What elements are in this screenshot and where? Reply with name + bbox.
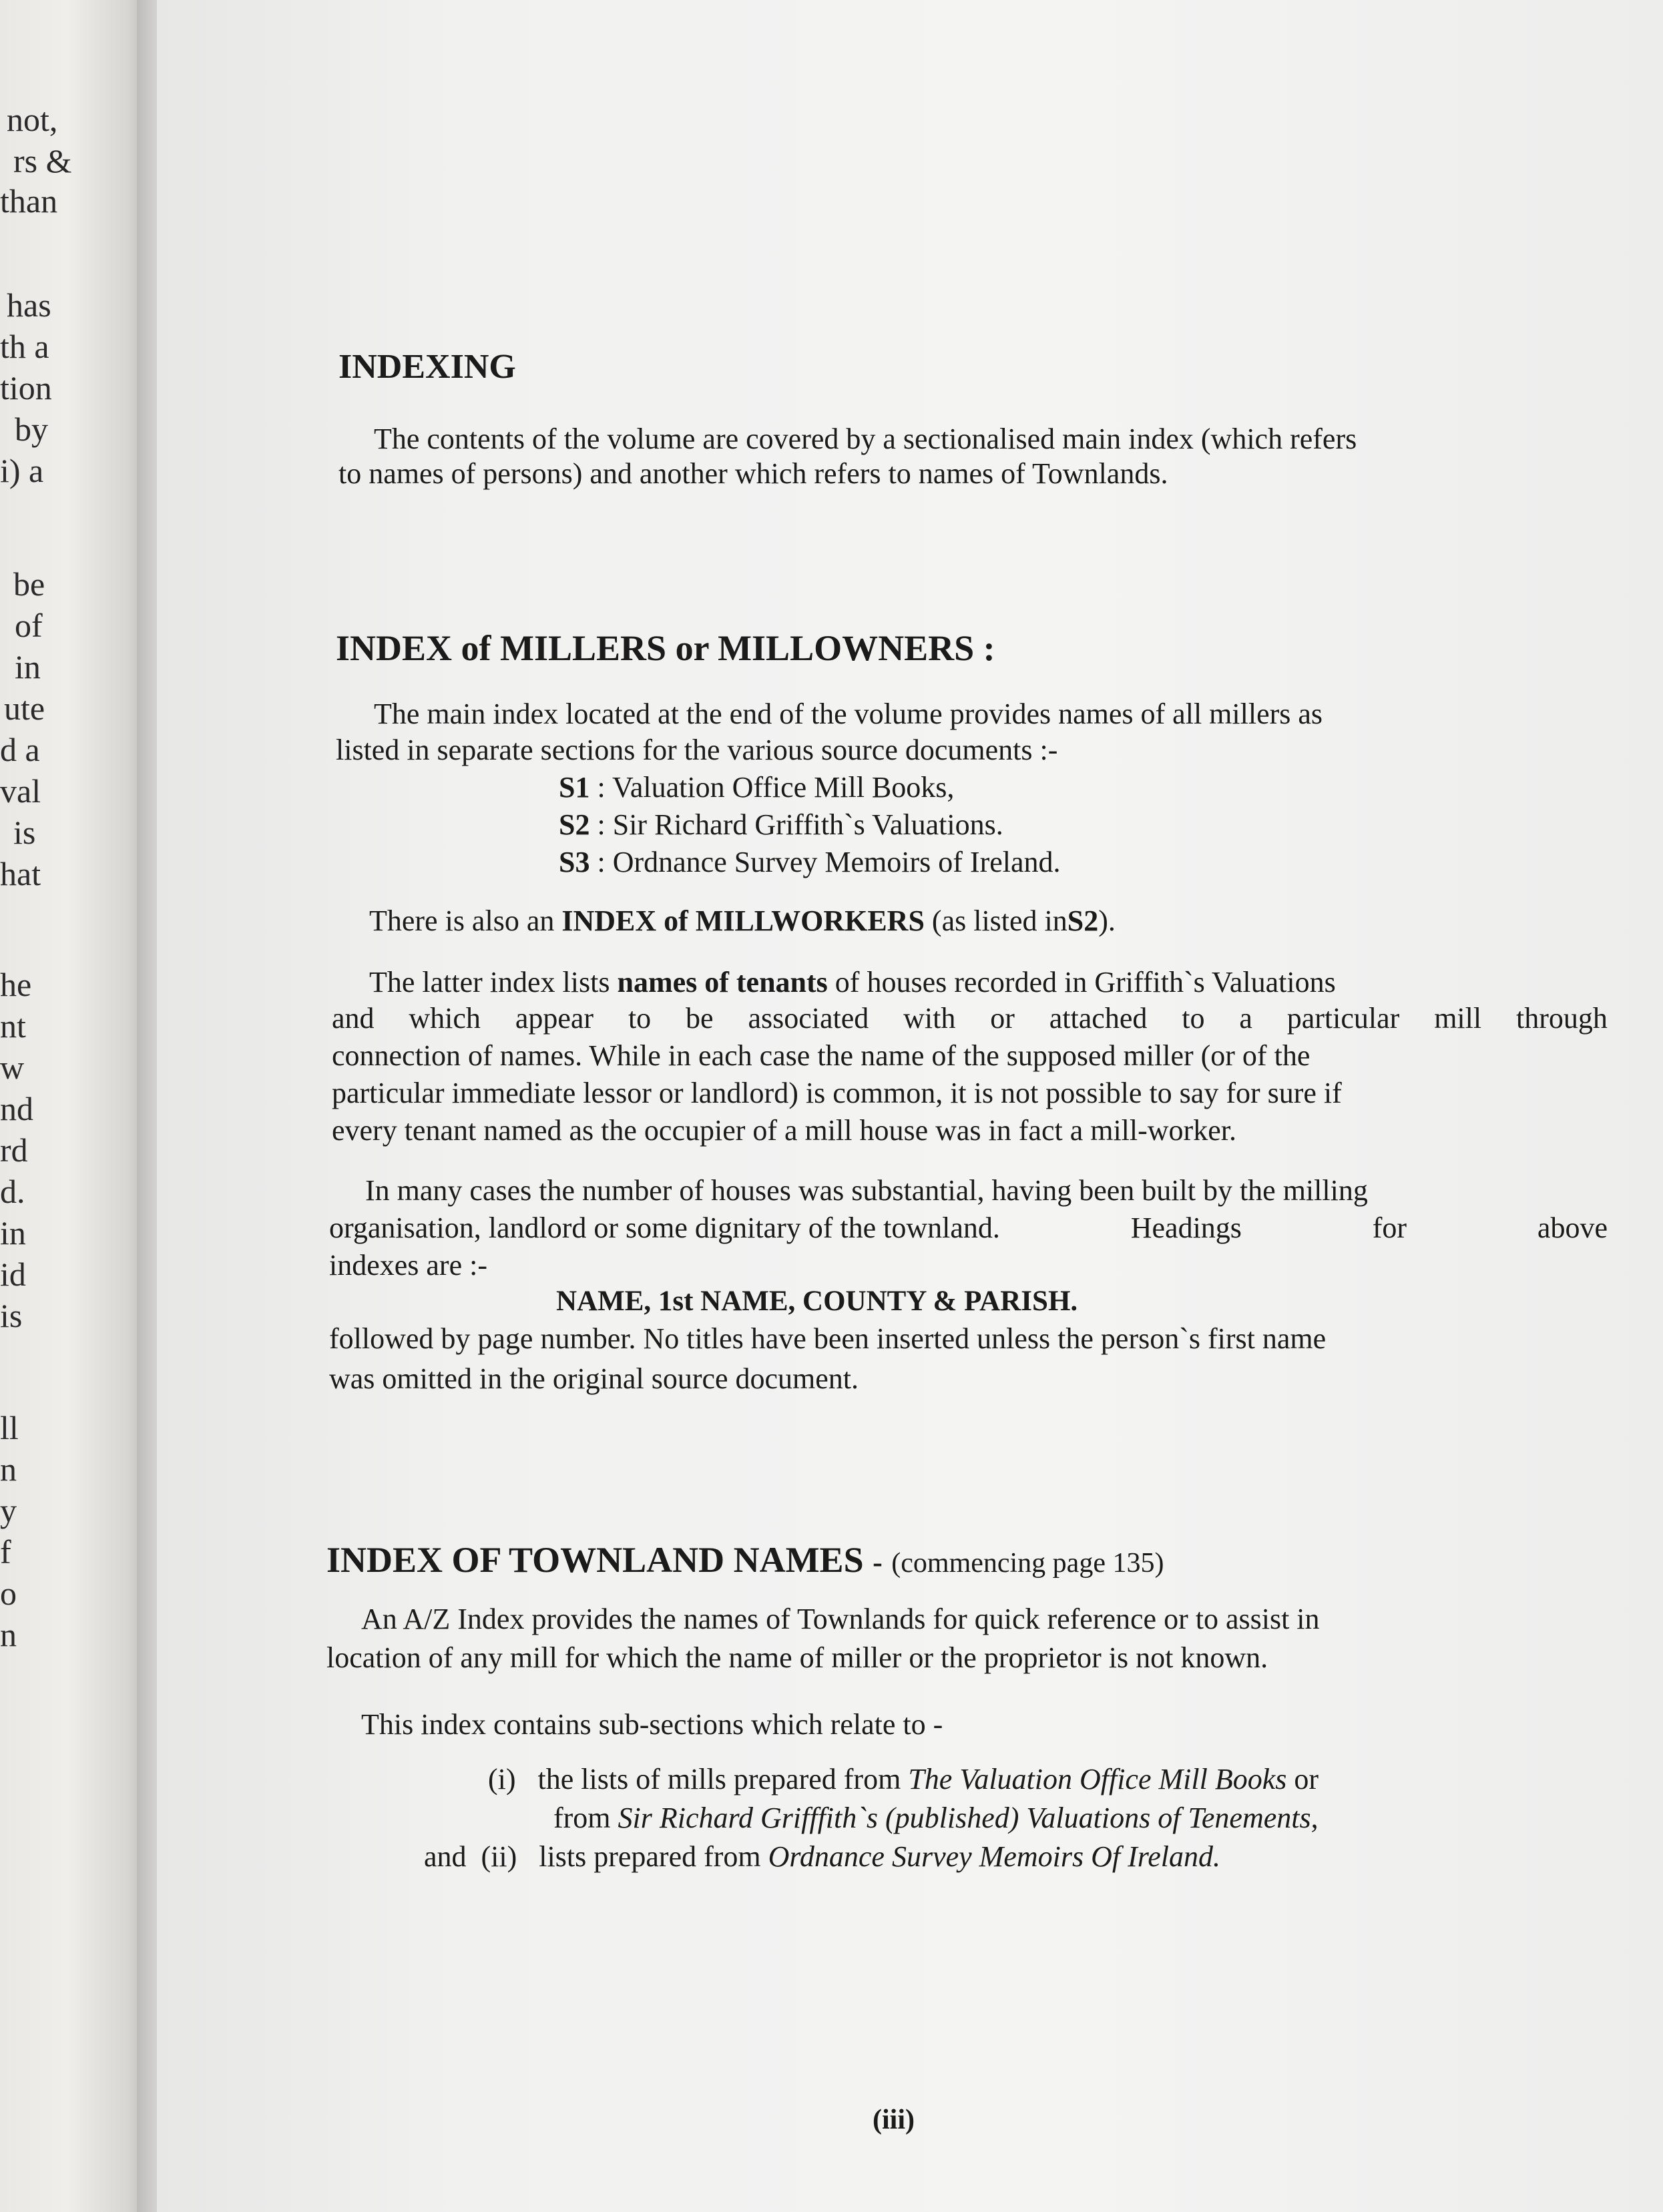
left-fragment: w	[0, 1049, 25, 1086]
left-fragment: n	[0, 1450, 17, 1488]
source-item	[559, 806, 1003, 844]
houses-text-c: for	[1372, 1211, 1407, 1244]
houses-text-b: Headings	[1130, 1211, 1242, 1244]
item-italic-source: Sir Richard Grifffith`s (published) Valuations of Tenements	[618, 1802, 1311, 1834]
millworkers-end: ).	[1098, 904, 1116, 937]
left-fragment: tion	[0, 369, 52, 406]
left-fragment: nt	[0, 1007, 26, 1045]
townland-heading-note: (commencing page 135)	[891, 1548, 1164, 1579]
word: be	[686, 1002, 714, 1035]
page-number: (iii)	[873, 2105, 915, 2135]
left-fragment: ute	[4, 689, 45, 727]
left-fragment: th a	[0, 328, 49, 365]
townland-subsections-intro: This index contains sub-sections which relate to -	[361, 1708, 943, 1741]
left-fragment: than	[0, 182, 58, 220]
millworkers-post: (as listed in	[931, 904, 1067, 937]
index-headings: NAME, 1st NAME, COUNTY & PARISH.	[556, 1286, 1078, 1317]
townland-heading: INDEX OF TOWNLAND NAMES	[326, 1540, 864, 1580]
word: particular	[1286, 1002, 1400, 1035]
word: appear	[515, 1002, 594, 1035]
source-text: Ordnance Survey Memoirs of Ireland.	[612, 846, 1061, 878]
word: associated	[748, 1002, 869, 1035]
millers-heading: INDEX of MILLERS or MILLOWNERS :	[336, 628, 995, 668]
word: or	[990, 1002, 1015, 1035]
tenants-text-line: every tenant named as the occupier of a mill house was in fact a mill-worker.	[332, 1114, 1236, 1147]
tenants-pre: The latter index lists	[369, 966, 610, 999]
townland-list-item-2	[424, 1838, 1220, 1876]
indexing-heading: INDEXING	[338, 348, 516, 386]
townland-text-line: An A/Z Index provides the names of Townlands for quick reference or to assist in	[361, 1603, 1320, 1635]
tenants-line	[369, 964, 1336, 1001]
houses-text-a: organisation, landlord or some dignitary of the townland.	[329, 1211, 1000, 1244]
townland-list-item-1	[488, 1761, 1319, 1798]
left-fragment: has	[7, 286, 51, 324]
left-fragment: nd	[0, 1090, 33, 1127]
left-fragment: d.	[0, 1173, 25, 1210]
item-and: and	[424, 1840, 467, 1873]
houses-text-line: indexes are :-	[329, 1249, 487, 1282]
tenants-bold: names of tenants	[617, 966, 828, 999]
left-fragment: hat	[0, 855, 41, 892]
word: a	[1239, 1002, 1252, 1035]
left-fragment: id	[0, 1256, 26, 1293]
word: to	[1182, 1002, 1205, 1035]
millworkers-line	[369, 902, 1116, 940]
millers-text-line: listed in separate sections for the various source documents :-	[336, 734, 1058, 766]
millers-text-line: The main index located at the end of the volume provides names of all millers as	[374, 698, 1323, 730]
item-text: or	[1294, 1763, 1319, 1795]
left-fragment: f	[0, 1533, 11, 1571]
townland-list-item-1-cont	[553, 1800, 1319, 1837]
indexing-text-line: The contents of the volume are covered by a sectionalised main index (which refers	[374, 423, 1357, 455]
source-item	[559, 844, 1061, 881]
word: through	[1515, 1002, 1608, 1035]
followed-text-line: was omitted in the original source document.	[329, 1362, 859, 1395]
townland-dash: -	[873, 1546, 883, 1579]
item-text: ,	[1311, 1802, 1319, 1834]
word: which	[409, 1002, 481, 1035]
tenants-text-line: connection of names. While in each case the name of the supposed miller (or of the	[332, 1039, 1311, 1072]
source-code: S1	[559, 771, 590, 804]
tenants-post: of houses recorded in Griffith`s Valuations	[835, 966, 1336, 999]
left-fragment: in	[15, 648, 41, 685]
left-fragment: i) a	[0, 452, 44, 489]
main-page	[157, 0, 1663, 2212]
left-fragment: o	[0, 1575, 17, 1612]
left-fragment: rd	[0, 1131, 28, 1169]
townland-text-line: location of any mill for which the name of miller or the proprietor is not known.	[326, 1641, 1268, 1674]
word: mill	[1434, 1002, 1482, 1035]
left-fragment: is	[13, 814, 36, 851]
item-italic-source: Ordnance Survey Memoirs Of Ireland.	[768, 1840, 1220, 1873]
item-text: lists prepared from	[539, 1840, 761, 1873]
item-italic-source: The Valuation Office Mill Books	[908, 1763, 1287, 1795]
left-facing-page	[0, 0, 150, 2212]
millworkers-index-title: INDEX of MILLWORKERS	[561, 904, 925, 937]
left-fragment: ll	[0, 1409, 19, 1446]
source-sep: :	[597, 808, 606, 841]
millworkers-ref: S2	[1067, 904, 1099, 937]
houses-text-d: above	[1537, 1211, 1608, 1244]
source-sep: :	[597, 846, 606, 878]
tenants-text-line: particular immediate lessor or landlord) is common, it is not possible to say for sure if	[332, 1077, 1342, 1109]
source-code: S3	[559, 846, 590, 878]
list-label: (i)	[488, 1763, 516, 1795]
item-text: from	[553, 1802, 611, 1834]
left-fragment: he	[0, 966, 32, 1003]
source-code: S2	[559, 808, 590, 841]
houses-justified-line	[329, 1209, 1608, 1247]
left-fragment: in	[0, 1214, 26, 1252]
left-fragment: of	[15, 607, 43, 644]
word: with	[903, 1002, 956, 1035]
millworkers-pre: There is also an	[369, 904, 555, 937]
tenants-justified-line	[332, 1000, 1608, 1037]
left-fragment: rs &	[13, 142, 72, 180]
houses-text-line: In many cases the number of houses was substantial, having been built by the milling	[365, 1174, 1368, 1207]
source-text: Valuation Office Mill Books,	[612, 771, 955, 804]
source-sep: :	[597, 771, 606, 804]
left-fragment: by	[15, 410, 48, 448]
list-label: (ii)	[481, 1840, 517, 1873]
townland-heading-line	[326, 1539, 1164, 1581]
left-fragment: val	[0, 772, 41, 810]
word: attached	[1049, 1002, 1148, 1035]
left-fragment: is	[0, 1297, 23, 1334]
item-text: the lists of mills prepared from	[537, 1763, 901, 1795]
source-text: Sir Richard Griffith`s Valuations.	[612, 808, 1003, 841]
left-fragment: y	[0, 1492, 17, 1529]
left-fragment: not,	[7, 101, 58, 138]
left-fragment: n	[0, 1616, 17, 1653]
indexing-text-line: to names of persons) and another which refers to names of Townlands.	[338, 457, 1168, 490]
word: and	[332, 1002, 375, 1035]
word: to	[628, 1002, 652, 1035]
followed-text-line: followed by page number. No titles have been inserted unless the person`s first name	[329, 1322, 1327, 1355]
source-item	[559, 769, 954, 806]
left-fragment: be	[13, 565, 45, 603]
left-fragment: d a	[0, 731, 40, 768]
